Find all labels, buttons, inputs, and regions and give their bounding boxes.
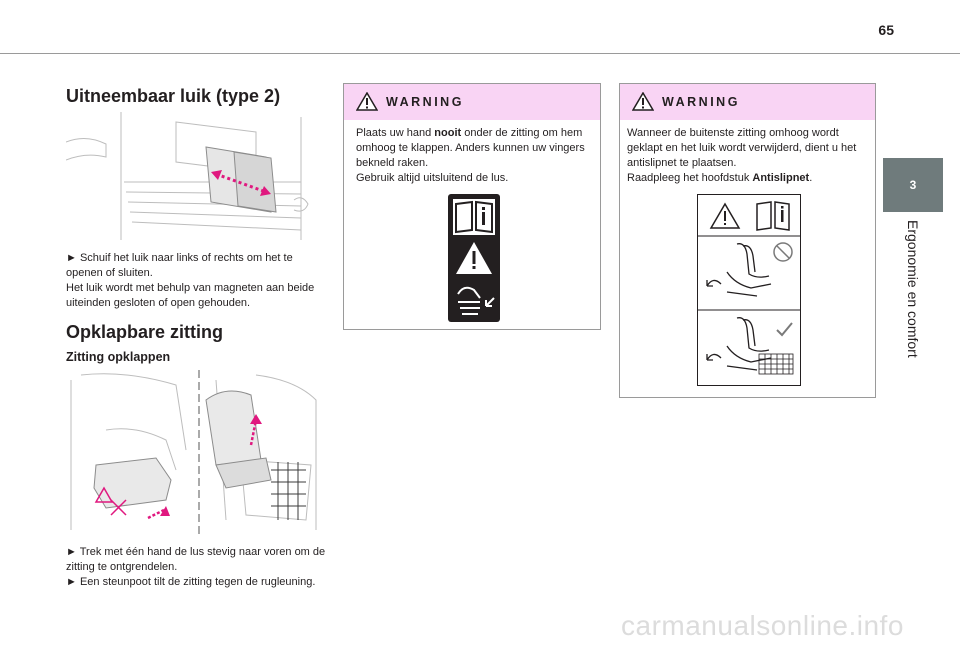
header-divider: [0, 53, 960, 54]
warning-text-emphasis: nooit: [434, 127, 462, 139]
hatch-instructions: [66, 251, 328, 311]
warning-text-line1: Wanneer de buitenste zitting omhoog wordt geklapt en het luik wordt verwijderd, dient u het antislipnet te plaatsen.: [627, 127, 857, 169]
warning-title: WARNING: [386, 95, 464, 109]
warning-text-part: Raadpleeg het hoofdstuk: [627, 172, 753, 184]
watermark: carmanualsonline.info: [621, 610, 904, 641]
chapter-title: [883, 214, 943, 434]
warning-header: [344, 84, 600, 120]
subheading-fold-seat: Zitting opklappen: [66, 350, 171, 364]
chapter-title-text: Ergonomie en comfort: [905, 220, 921, 358]
hatch-step: ► Schuif het luik naar links of rechts om het te openen of sluiten.: [66, 252, 293, 279]
warning-box-net: [619, 83, 876, 398]
warning-text: [356, 126, 592, 186]
seat-instructions: [66, 545, 328, 590]
hatch-note: Het luik wordt met behulp van magneten aan beide uiteinden gesloten of open gehouden.: [66, 282, 315, 309]
warning-text: [627, 126, 867, 186]
warning-text-emphasis: Antislipnet: [752, 172, 810, 184]
chapter-tab[interactable]: 3: [883, 158, 943, 212]
warning-title: WARNING: [662, 95, 740, 109]
sliding-hatch-illustration: [66, 112, 323, 245]
folding-seat-illustration: [66, 370, 323, 538]
seat-step-2: ► Een steunpoot tilt de zitting tegen de rugleuning.: [66, 576, 316, 588]
warning-text-line2: Gebruik altijd uitsluitend de lus.: [356, 172, 509, 184]
warning-triangle-icon: [356, 92, 378, 111]
section-heading-seat: Opklapbare zitting: [66, 322, 224, 342]
warning-triangle-icon: [632, 92, 654, 111]
warning-text-part: .: [809, 172, 813, 184]
warning-text-part: Plaats uw hand: [356, 127, 435, 139]
page-number: 65: [878, 22, 894, 38]
seat-step-1: ► Trek met één hand de lus stevig naar voren om de zitting te ontgrendelen.: [66, 546, 326, 573]
hand-crush-warning-label: [448, 194, 500, 322]
warning-box-hand: [343, 83, 601, 330]
warning-header: [620, 84, 875, 120]
section-heading-hatch: Uitneembaar luik (type 2): [66, 86, 281, 106]
anti-slip-net-label: [697, 194, 801, 386]
warning-text-part: onder de zitting om hem omhoog te klappen. Anders kunnen uw vingers bekneld raken.: [356, 127, 585, 169]
